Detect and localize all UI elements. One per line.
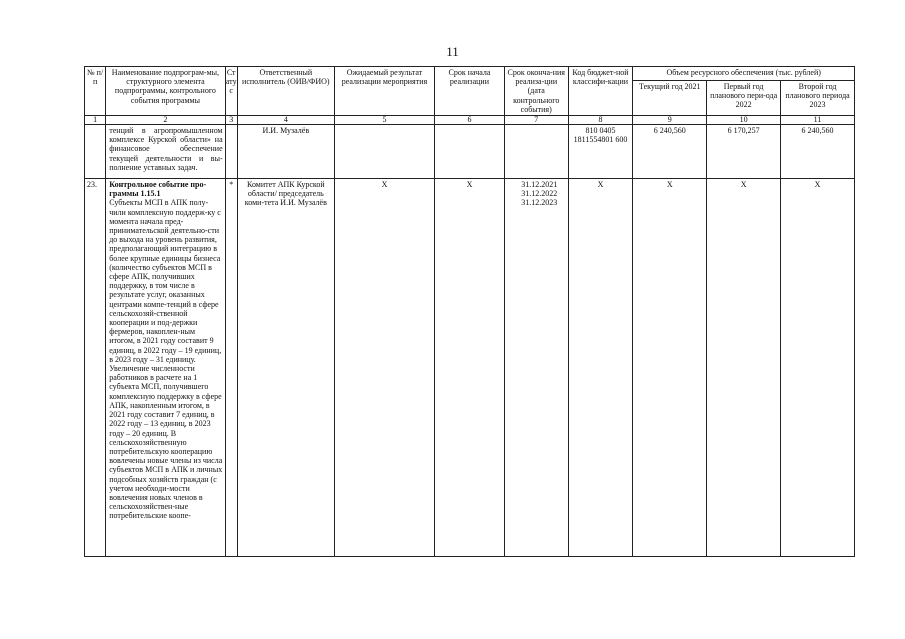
- row-executor: Комитет АПК Курской области/ председатель коми-тета И.И. Музалёв: [237, 179, 334, 557]
- row-end: [504, 125, 568, 179]
- col-number: 2: [106, 116, 225, 125]
- column-numbers-row: [85, 116, 855, 125]
- row-start: [435, 125, 505, 179]
- header-code: Код бюджет-ной классифи-кации: [568, 67, 633, 116]
- col-number: 7: [504, 116, 568, 125]
- col-number: 4: [237, 116, 334, 125]
- table-row: [85, 125, 855, 179]
- row-start: Х: [435, 179, 505, 557]
- row-status: *: [225, 179, 237, 557]
- col-number: 9: [633, 116, 707, 125]
- header-result: Ожидаемый результат реализации мероприятия: [334, 67, 434, 116]
- col-number: 11: [781, 116, 855, 125]
- row-num: [85, 125, 106, 179]
- col-number: 6: [435, 116, 505, 125]
- header-row: [85, 67, 855, 81]
- row-executor: И.И. Музалёв: [237, 125, 334, 179]
- header-start: Срок начала реализации: [435, 67, 505, 116]
- col-number: 10: [707, 116, 781, 125]
- row-2021: Х: [633, 179, 707, 557]
- row-name-cell: [106, 179, 225, 557]
- row-name: тенций в агропромышленном комплексе Курской области» на финансовое обеспечение текущей деятельности и вы-полнение уставных задач.: [106, 125, 225, 179]
- col-number: 3: [225, 116, 237, 125]
- row-result: [334, 125, 434, 179]
- header-name: Наименование подпрограм-мы, структурного элемента подпрограммы, контрольного события программы: [106, 67, 225, 116]
- header-end: Срок оконча-ния реализа-ции (дата контрольного события): [504, 67, 568, 116]
- row-status: [225, 125, 237, 179]
- row-2022: 6 170,257: [707, 125, 781, 179]
- header-2021: Текущий год 2021: [633, 80, 707, 115]
- program-table: [84, 66, 855, 557]
- header-num: № п/п: [85, 67, 106, 116]
- row-code: Х: [568, 179, 633, 557]
- control-event-title: Контрольное событие про-граммы 1.15.1: [109, 180, 207, 199]
- row-2023: 6 240,560: [781, 125, 855, 179]
- header-2022: Первый год планового пери-ода 2022: [707, 80, 781, 115]
- row-2022: Х: [707, 179, 781, 557]
- row-name: Субъекты МСП в АПК полу-чили комплексную поддерж-ку с момента начала пред-принимательской деятельно-сти до выхода на уровень развития, предполагающий интеграцию в более крупные единицы бизнеса (количество субъектов МСП в сфере АПК, получивших поддержку, в том числе в результате услуг, оказанных центрами компе-тенций в сфере сельскохозяй-ственной кооперации и под-держки фермеров, накоплен-ным итогом, в 2021 году составит 9 единиц, в 2022 году – 19 единиц, в 2023 году – 31 единицу. Увеличение численности работников в расчете на 1 субъекта МСП, получившего комплексную поддержку в сфере АПК, накопленным итогом, в 2021 году составит 7 единиц, в 2022 году – 13 единиц, в 2023 году – 20 единиц. В сельскохозяйственную потребительскую кооперацию вовлечены новые члены из числа субъектов МСП в АПК и личных подсобных хозяйств граждан (с учетом необходи-мости вовлечения новых членов в сельскохозяйствен-ные потребительские коопе-: [109, 198, 223, 521]
- col-number: 5: [334, 116, 434, 125]
- col-number: 8: [568, 116, 633, 125]
- table-row: [85, 179, 855, 557]
- header-executor: Ответственный исполнитель (ОИВ/ФИО): [237, 67, 334, 116]
- row-num: 23.: [85, 179, 106, 557]
- row-end: 31.12.2021 31.12.2022 31.12.2023: [504, 179, 568, 557]
- header-resource-group: Объем ресурсного обеспечения (тыс. рублей): [633, 67, 855, 81]
- header-status: Статус: [225, 67, 237, 116]
- row-result: Х: [334, 179, 434, 557]
- row-2021: 6 240,560: [633, 125, 707, 179]
- page-number: 11: [446, 44, 459, 59]
- header-2023: Второй год планового периода 2023: [781, 80, 855, 115]
- row-code: 810 0405 1811554801 600: [568, 125, 633, 179]
- col-number: 1: [85, 116, 106, 125]
- row-2023: Х: [781, 179, 855, 557]
